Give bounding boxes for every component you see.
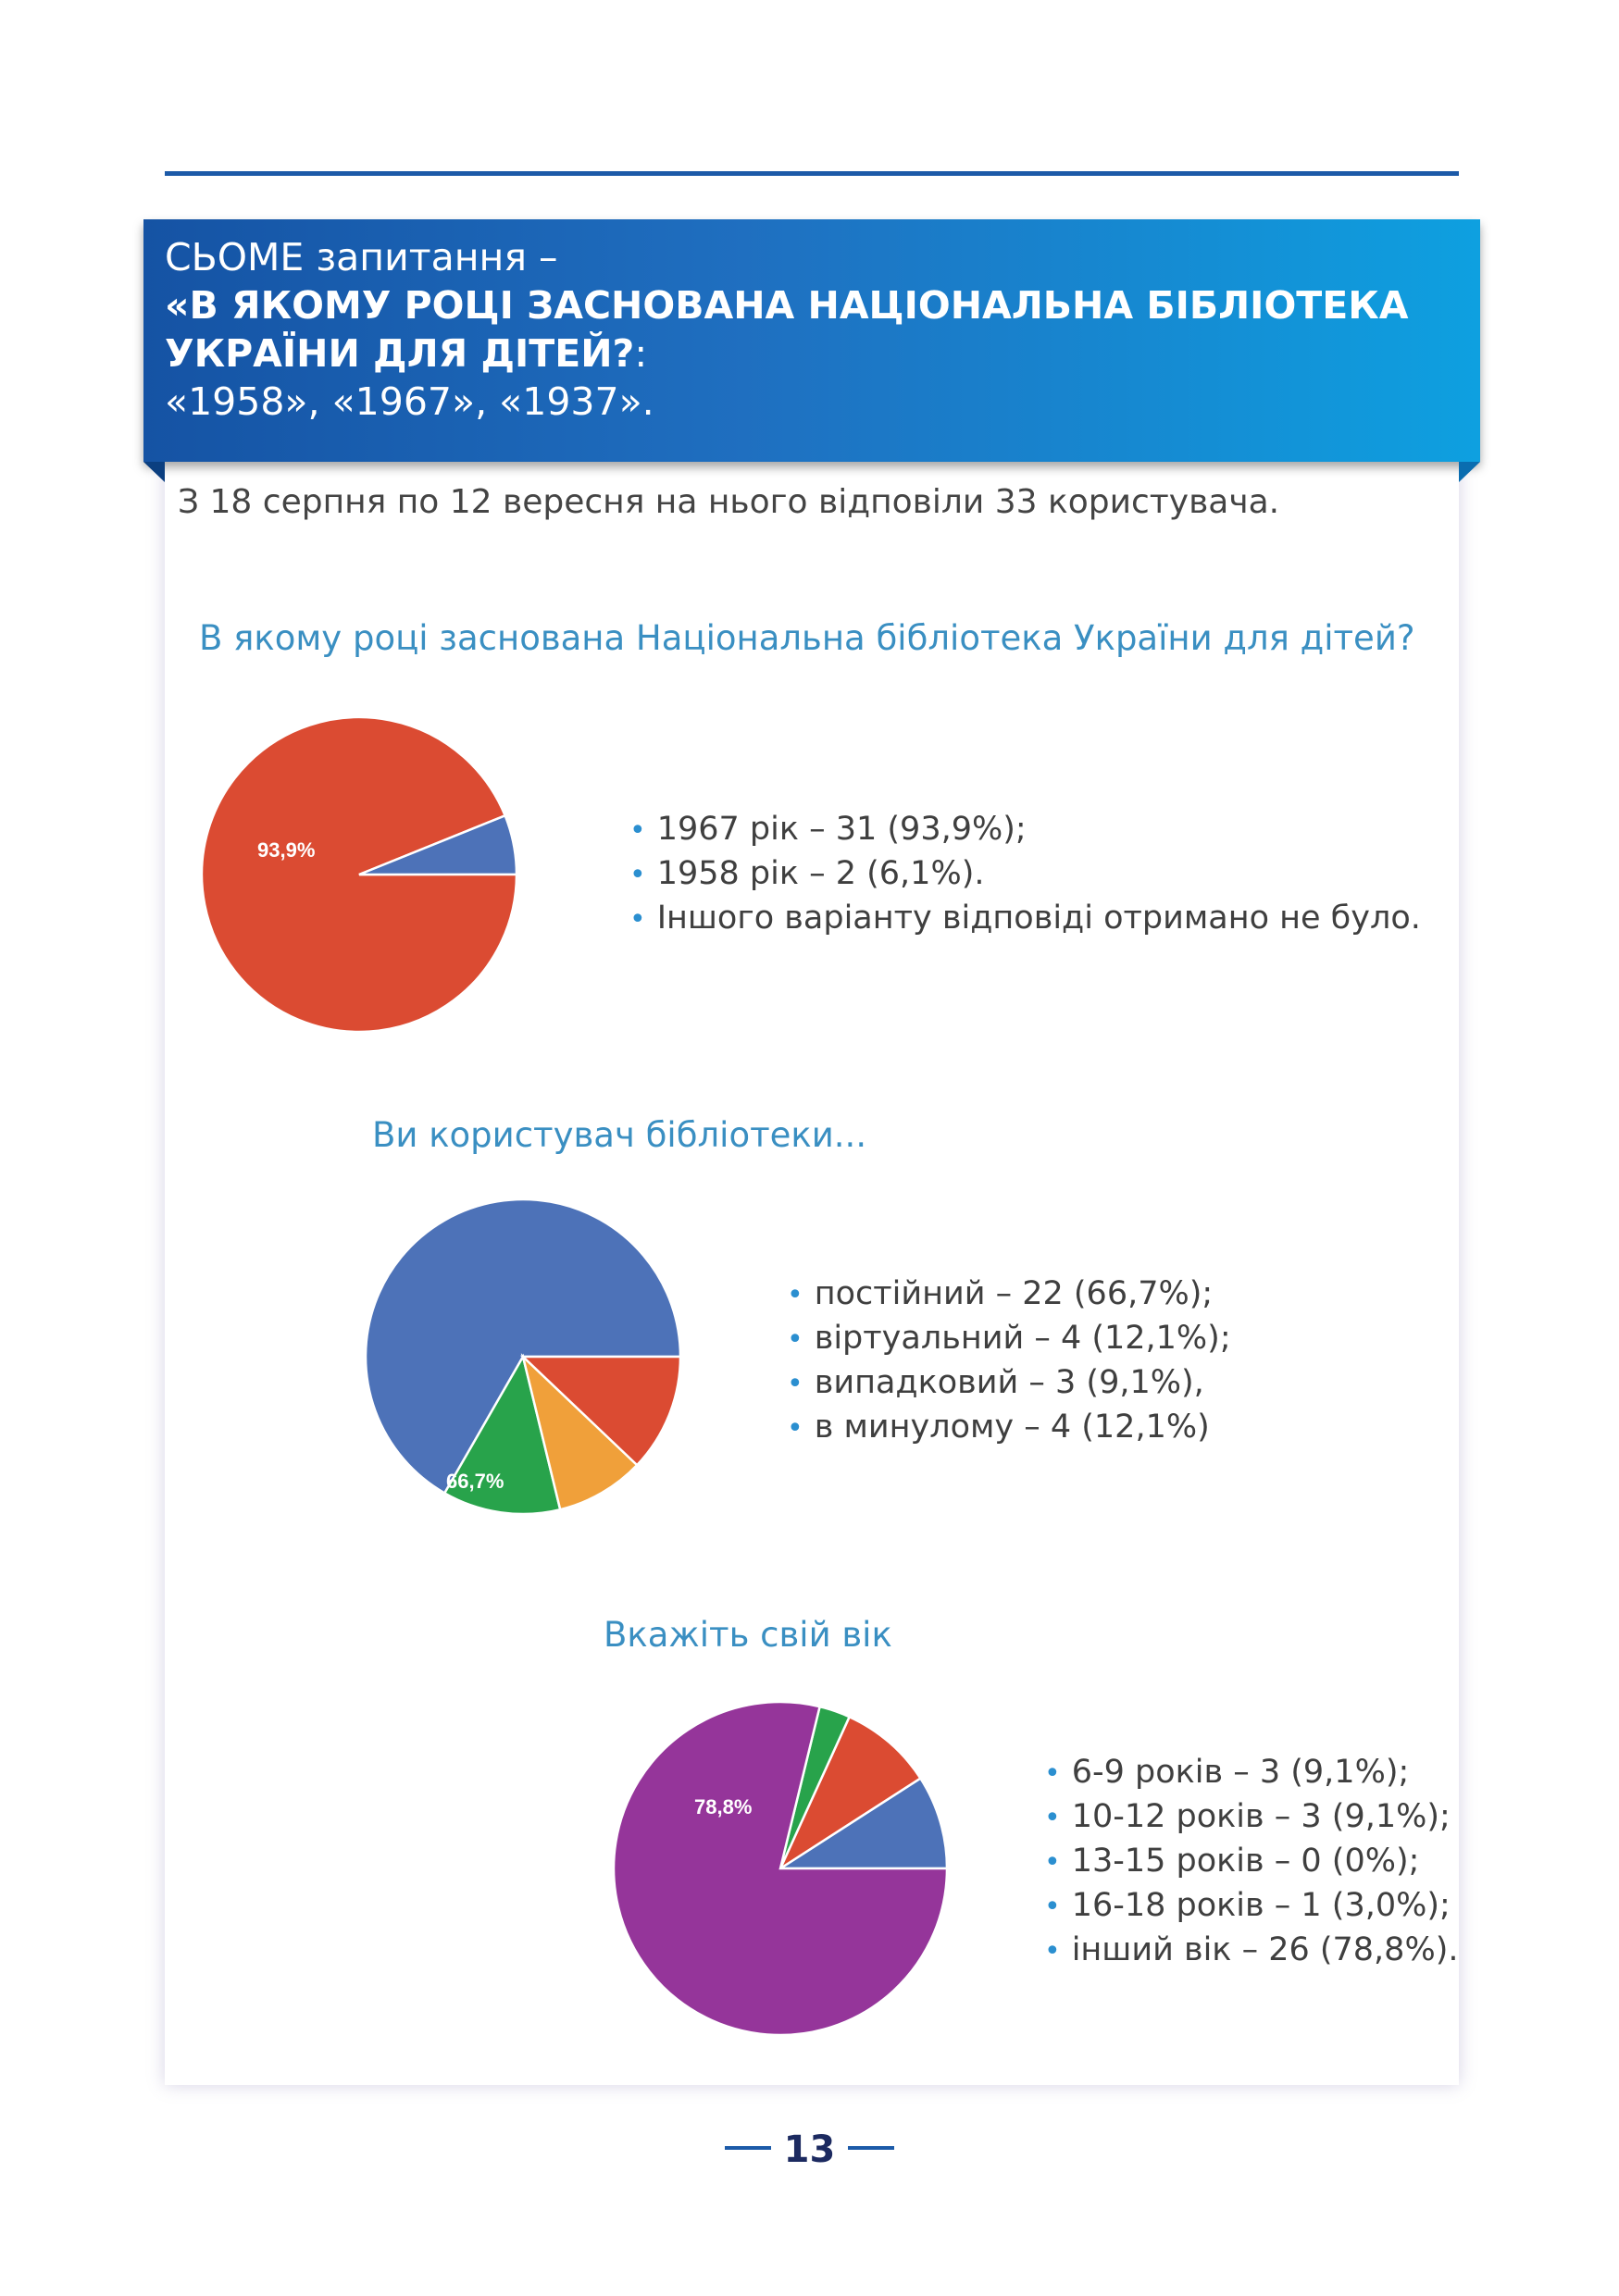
bullet-icon: • [787, 1279, 803, 1311]
banner-line-3-colon: : [634, 331, 648, 376]
top-rule [165, 171, 1459, 176]
bullet-icon: • [1044, 1891, 1061, 1923]
page-number-dash-left [725, 2146, 771, 2150]
section-title-1: В якому році заснована Національна бібліотека України для дітей? [199, 618, 1415, 658]
legend-age [1044, 1751, 1458, 1973]
banner-line-3-bold: УКРАЇНИ ДЛЯ ДІТЕЙ? [165, 331, 635, 376]
legend-item [629, 852, 1421, 897]
bullet-icon: • [629, 903, 646, 936]
bullet-icon: • [1044, 1846, 1061, 1879]
banner-fold-left [143, 462, 165, 482]
pie-chart-age [602, 1690, 959, 2047]
legend-item-text: інший вік – 26 (78,8%). [1071, 1931, 1459, 1968]
legend-item-text: 6-9 років – 3 (9,1%); [1071, 1754, 1410, 1791]
pie-chart-year [190, 705, 529, 1044]
banner-fold-right [1459, 462, 1480, 482]
page-number-dash-right [848, 2146, 894, 2150]
page-number [0, 2128, 1619, 2171]
legend-item-text: 10-12 років – 3 (9,1%); [1071, 1798, 1451, 1835]
legend-item [787, 1272, 1231, 1317]
legend-item [787, 1317, 1231, 1361]
legend-item [787, 1406, 1231, 1450]
bullet-icon: • [629, 814, 646, 847]
bullet-icon: • [787, 1323, 803, 1356]
section-title-3: Вкажіть свій вік [604, 1615, 892, 1655]
banner-text [165, 233, 1409, 426]
pie-slice-label: 78,8% [694, 1795, 753, 1818]
legend-item [1044, 1884, 1458, 1929]
legend-item [629, 808, 1421, 852]
pie-slice-label: 66,7% [446, 1470, 504, 1493]
legend-year [629, 808, 1421, 941]
section-title-2: Ви користувач бібліотеки... [372, 1115, 867, 1155]
page-number-text: 13 [783, 2128, 836, 2171]
legend-user-type [787, 1272, 1231, 1450]
pie-slice-label: 93,9% [257, 838, 316, 862]
legend-item-text: 1967 рік – 31 (93,9%); [656, 811, 1027, 848]
legend-item [1044, 1840, 1458, 1884]
legend-item-text: випадковий – 3 (9,1%), [814, 1364, 1204, 1401]
legend-item-text: віртуальний – 4 (12,1%); [814, 1320, 1231, 1357]
legend-item-text: Іншого варіанту відповіді отримано не було. [656, 900, 1421, 937]
banner-line-3 [165, 329, 1409, 378]
legend-item-text: в минулому – 4 (12,1%) [814, 1409, 1210, 1446]
bullet-icon: • [629, 859, 646, 891]
pie-chart-user-type [354, 1187, 692, 1526]
banner-line-2: «В ЯКОМУ РОЦІ ЗАСНОВАНА НАЦІОНАЛЬНА БІБЛІОТЕКА [165, 283, 1409, 328]
bullet-icon: • [787, 1412, 803, 1445]
legend-item-text: 13-15 років – 0 (0%); [1071, 1843, 1420, 1880]
legend-item [1044, 1929, 1458, 1973]
intro-text: З 18 серпня по 12 вересня на нього відповіли 33 користувача. [178, 483, 1280, 521]
legend-item [1044, 1795, 1458, 1840]
bullet-icon: • [1044, 1935, 1061, 1967]
legend-item [629, 897, 1421, 941]
banner-line-1: СЬОМЕ запитання – [165, 235, 558, 279]
bullet-icon: • [1044, 1802, 1061, 1834]
legend-item [1044, 1751, 1458, 1795]
legend-item [787, 1361, 1231, 1406]
bullet-icon: • [787, 1368, 803, 1400]
legend-item-text: 1958 рік – 2 (6,1%). [656, 855, 985, 892]
banner-line-4: «1958», «1967», «1937». [165, 379, 654, 424]
legend-item-text: постійний – 22 (66,7%); [814, 1275, 1214, 1312]
question-banner [143, 219, 1480, 462]
bullet-icon: • [1044, 1757, 1061, 1790]
legend-item-text: 16-18 років – 1 (3,0%); [1071, 1887, 1451, 1924]
